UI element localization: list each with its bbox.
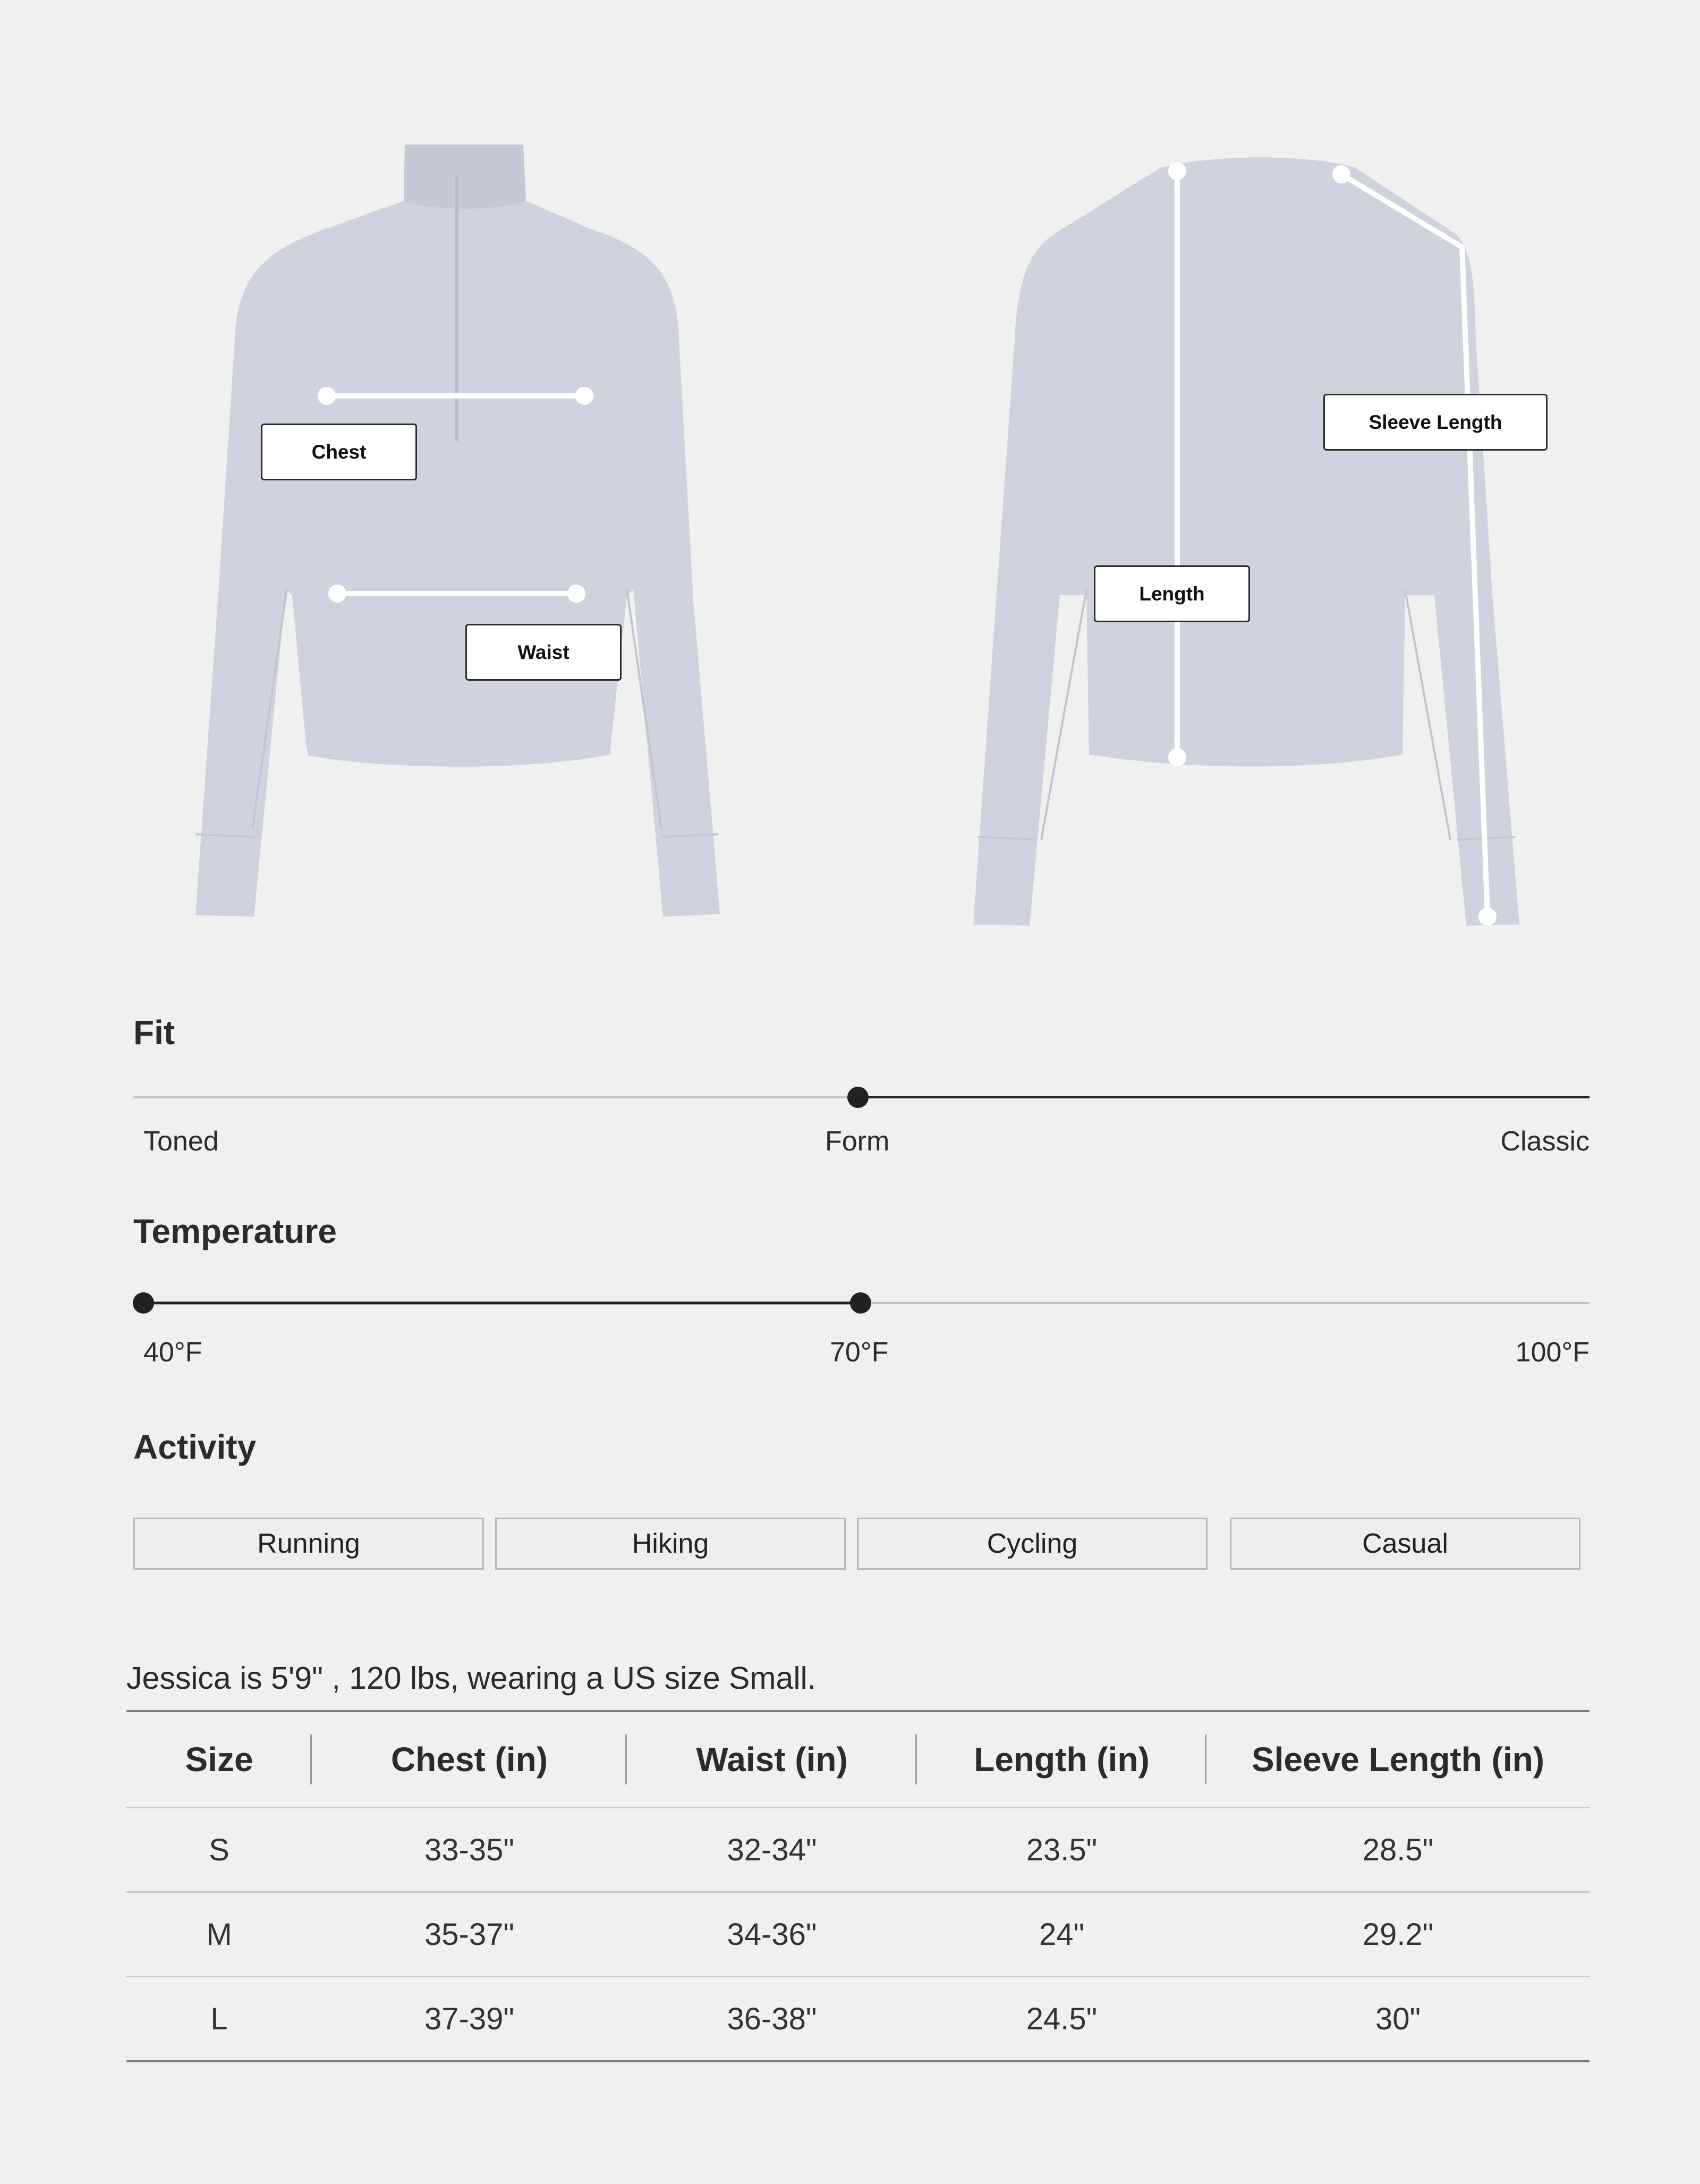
size-cell: L xyxy=(126,1977,312,2062)
temperature-label-70: 70°F xyxy=(830,1337,889,1368)
chest-cell: 37-39" xyxy=(312,1977,627,2062)
size-cell: M xyxy=(126,1892,312,1977)
header-sleeve-length: Sleeve Length (in) xyxy=(1251,1740,1545,1779)
header-waist: Waist (in) xyxy=(627,1711,917,1808)
sleeve-length-cell: 30" xyxy=(1206,1977,1590,2062)
waist-cell: 32-34" xyxy=(627,1808,917,1892)
activity-chip-casual[interactable]: Casual xyxy=(1230,1518,1580,1570)
waist-cell: 34-36" xyxy=(627,1892,917,1977)
header-length: Length (in) xyxy=(917,1711,1206,1808)
header-size: Size xyxy=(126,1711,312,1808)
waist-cell: 36-38" xyxy=(627,1977,917,2062)
fit-title: Fit xyxy=(133,1013,175,1052)
temperature-low-marker xyxy=(133,1292,154,1314)
header-chest: Chest (in) xyxy=(312,1711,627,1808)
chest-cell: 33-35" xyxy=(312,1808,627,1892)
length-cell: 23.5" xyxy=(917,1808,1206,1892)
table-row xyxy=(126,1977,1590,2062)
length-cell: 24.5" xyxy=(917,1977,1206,2062)
length-label: Length xyxy=(1094,565,1250,622)
size-cell: S xyxy=(126,1808,312,1892)
size-table-header-row xyxy=(126,1711,1590,1808)
activity-title: Activity xyxy=(133,1428,257,1466)
waist-label: Waist xyxy=(465,624,622,681)
fit-label-toned: Toned xyxy=(143,1126,219,1157)
fit-label-form: Form xyxy=(825,1126,890,1157)
activity-chip-hiking[interactable]: Hiking xyxy=(495,1518,846,1570)
size-table xyxy=(126,1710,1590,2062)
model-note: Jessica is 5'9" , 120 lbs, wearing a US size Small. xyxy=(126,1661,816,1696)
garment-diagram xyxy=(0,0,1700,956)
front-shirt-illustration xyxy=(196,145,720,917)
temperature-label-40: 40°F xyxy=(143,1337,202,1368)
table-row xyxy=(126,1808,1590,1892)
fit-level-marker xyxy=(847,1087,869,1108)
temperature-high-marker xyxy=(850,1292,871,1314)
length-cell: 24" xyxy=(917,1892,1206,1977)
chest-label: Chest xyxy=(261,424,417,480)
fit-label-classic: Classic xyxy=(1500,1126,1590,1157)
sleeve-length-label: Sleeve Length xyxy=(1323,394,1548,451)
temperature-title: Temperature xyxy=(133,1212,337,1250)
back-shirt-illustration xyxy=(973,157,1519,926)
temperature-label-100: 100°F xyxy=(1515,1337,1590,1368)
activity-chip-cycling[interactable]: Cycling xyxy=(857,1518,1208,1570)
sleeve-length-cell: 29.2" xyxy=(1206,1892,1590,1977)
chest-cell: 35-37" xyxy=(312,1892,627,1977)
activity-chip-running[interactable]: Running xyxy=(133,1518,484,1570)
sleeve-length-cell: 28.5" xyxy=(1206,1808,1590,1892)
table-row xyxy=(126,1892,1590,1977)
